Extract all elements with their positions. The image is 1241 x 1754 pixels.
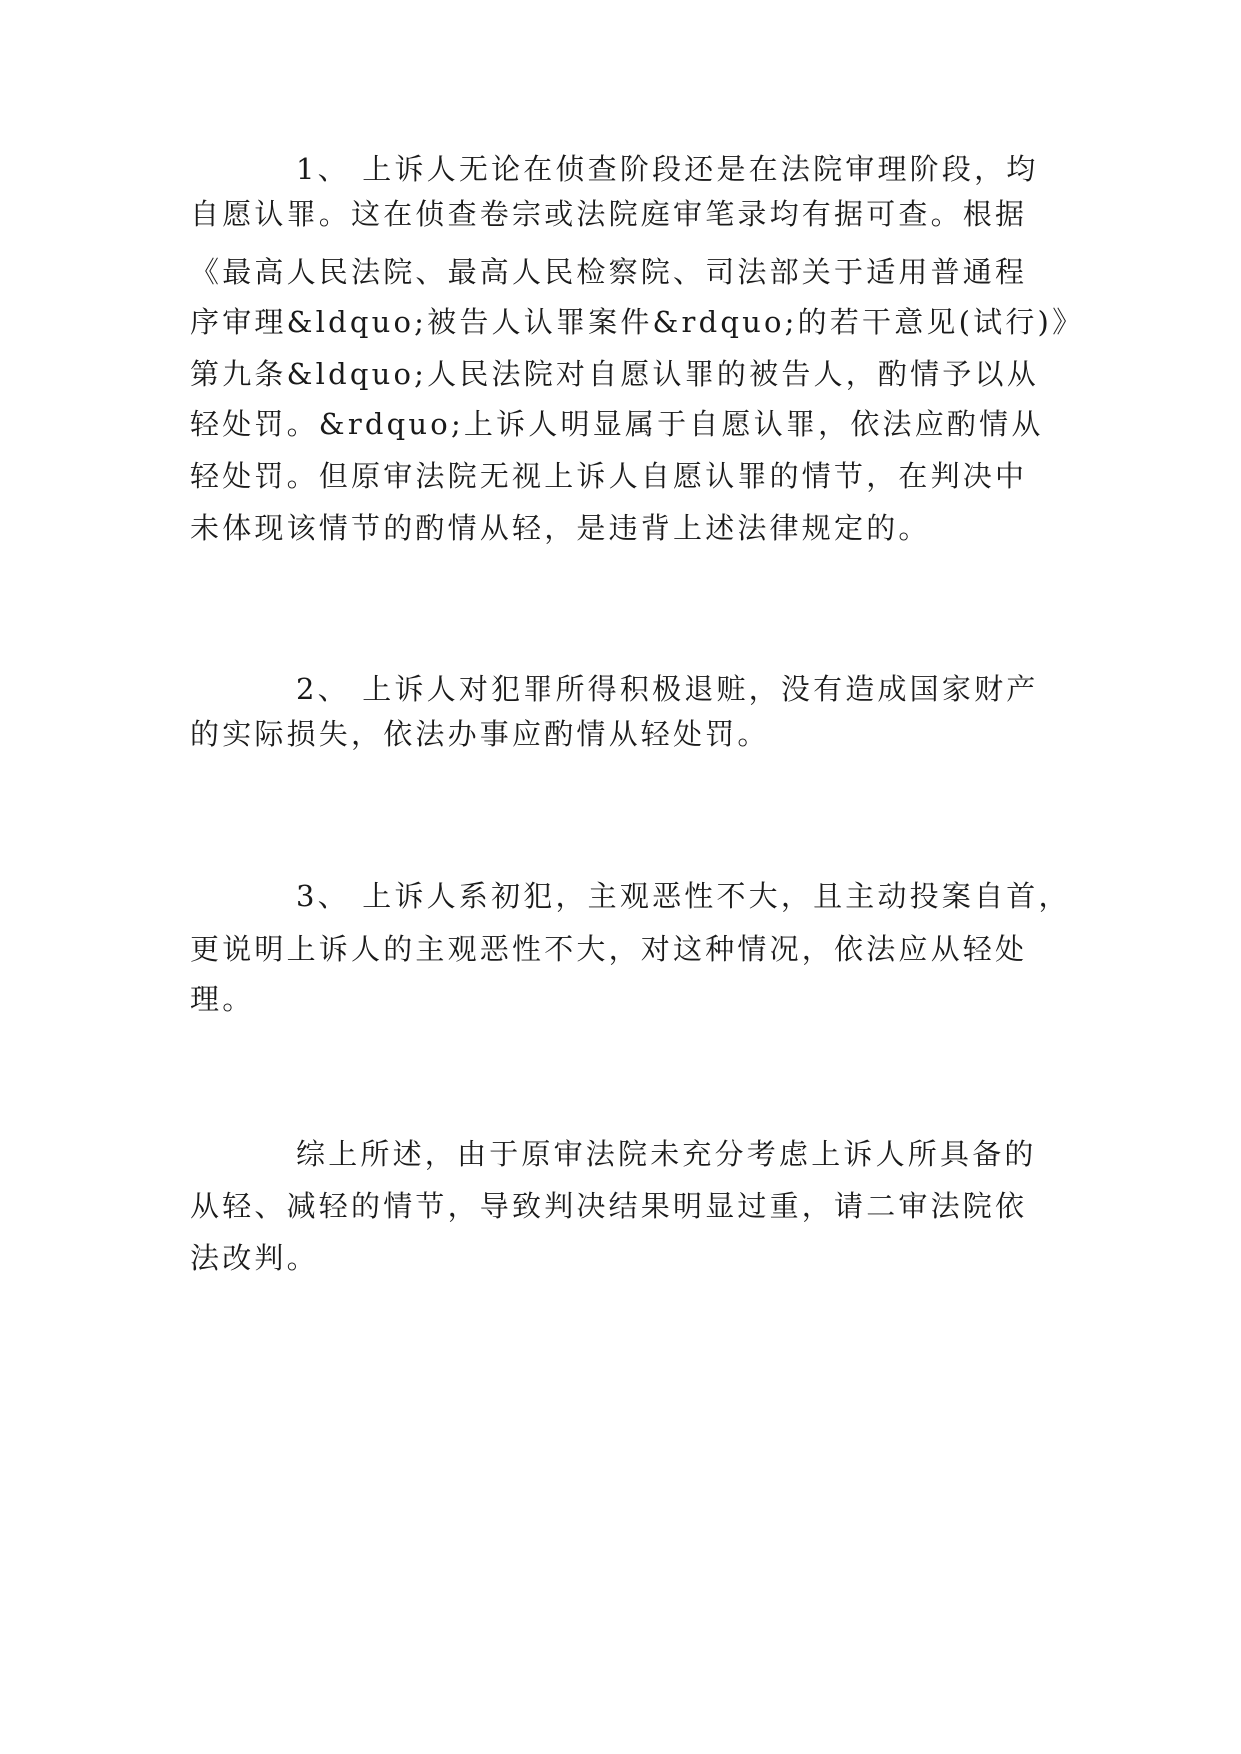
paragraph-line: 未体现该情节的酌情从轻，是违背上述法律规定的。 bbox=[190, 511, 931, 545]
paragraph-line: 轻处罚。&rdquo;上诉人明显属于自愿认罪，依法应酌情从 bbox=[190, 407, 1044, 441]
paragraph-line: 理。 bbox=[190, 982, 255, 1016]
paragraph-line: 自愿认罪。这在侦查卷宗或法院庭审笔录均有据可查。根据 bbox=[190, 197, 1028, 231]
paragraph-line: 的实际损失，依法办事应酌情从轻处罚。 bbox=[190, 717, 770, 751]
paragraph-line: 序审理&ldquo;被告人认罪案件&rdquo;的若干意见(试行)》 bbox=[190, 305, 1085, 339]
paragraph-line: 轻处罚。但原审法院无视上诉人自愿认罪的情节，在判决中 bbox=[190, 459, 1028, 493]
paragraph-line: 1、 上诉人无论在侦查阶段还是在法院审理阶段，均 bbox=[296, 152, 1039, 186]
paragraph-line: 从轻、减轻的情节，导致判决结果明显过重，请二审法院依 bbox=[190, 1189, 1028, 1223]
paragraph-line: 3、 上诉人系初犯，主观恶性不大，且主动投案自首， bbox=[296, 879, 1071, 913]
paragraph-line: 综上所述，由于原审法院未充分考虑上诉人所具备的 bbox=[296, 1137, 1037, 1171]
paragraph-line: 《最高人民法院、最高人民检察院、司法部关于适用普通程 bbox=[190, 255, 1028, 289]
paragraph-line: 第九条&ldquo;人民法院对自愿认罪的被告人，酌情予以从 bbox=[190, 357, 1039, 391]
paragraph-line: 法改判。 bbox=[190, 1241, 319, 1275]
paragraph-line: 更说明上诉人的主观恶性不大，对这种情况，依法应从轻处 bbox=[190, 932, 1028, 966]
paragraph-line: 2、 上诉人对犯罪所得积极退赃，没有造成国家财产 bbox=[296, 672, 1039, 706]
